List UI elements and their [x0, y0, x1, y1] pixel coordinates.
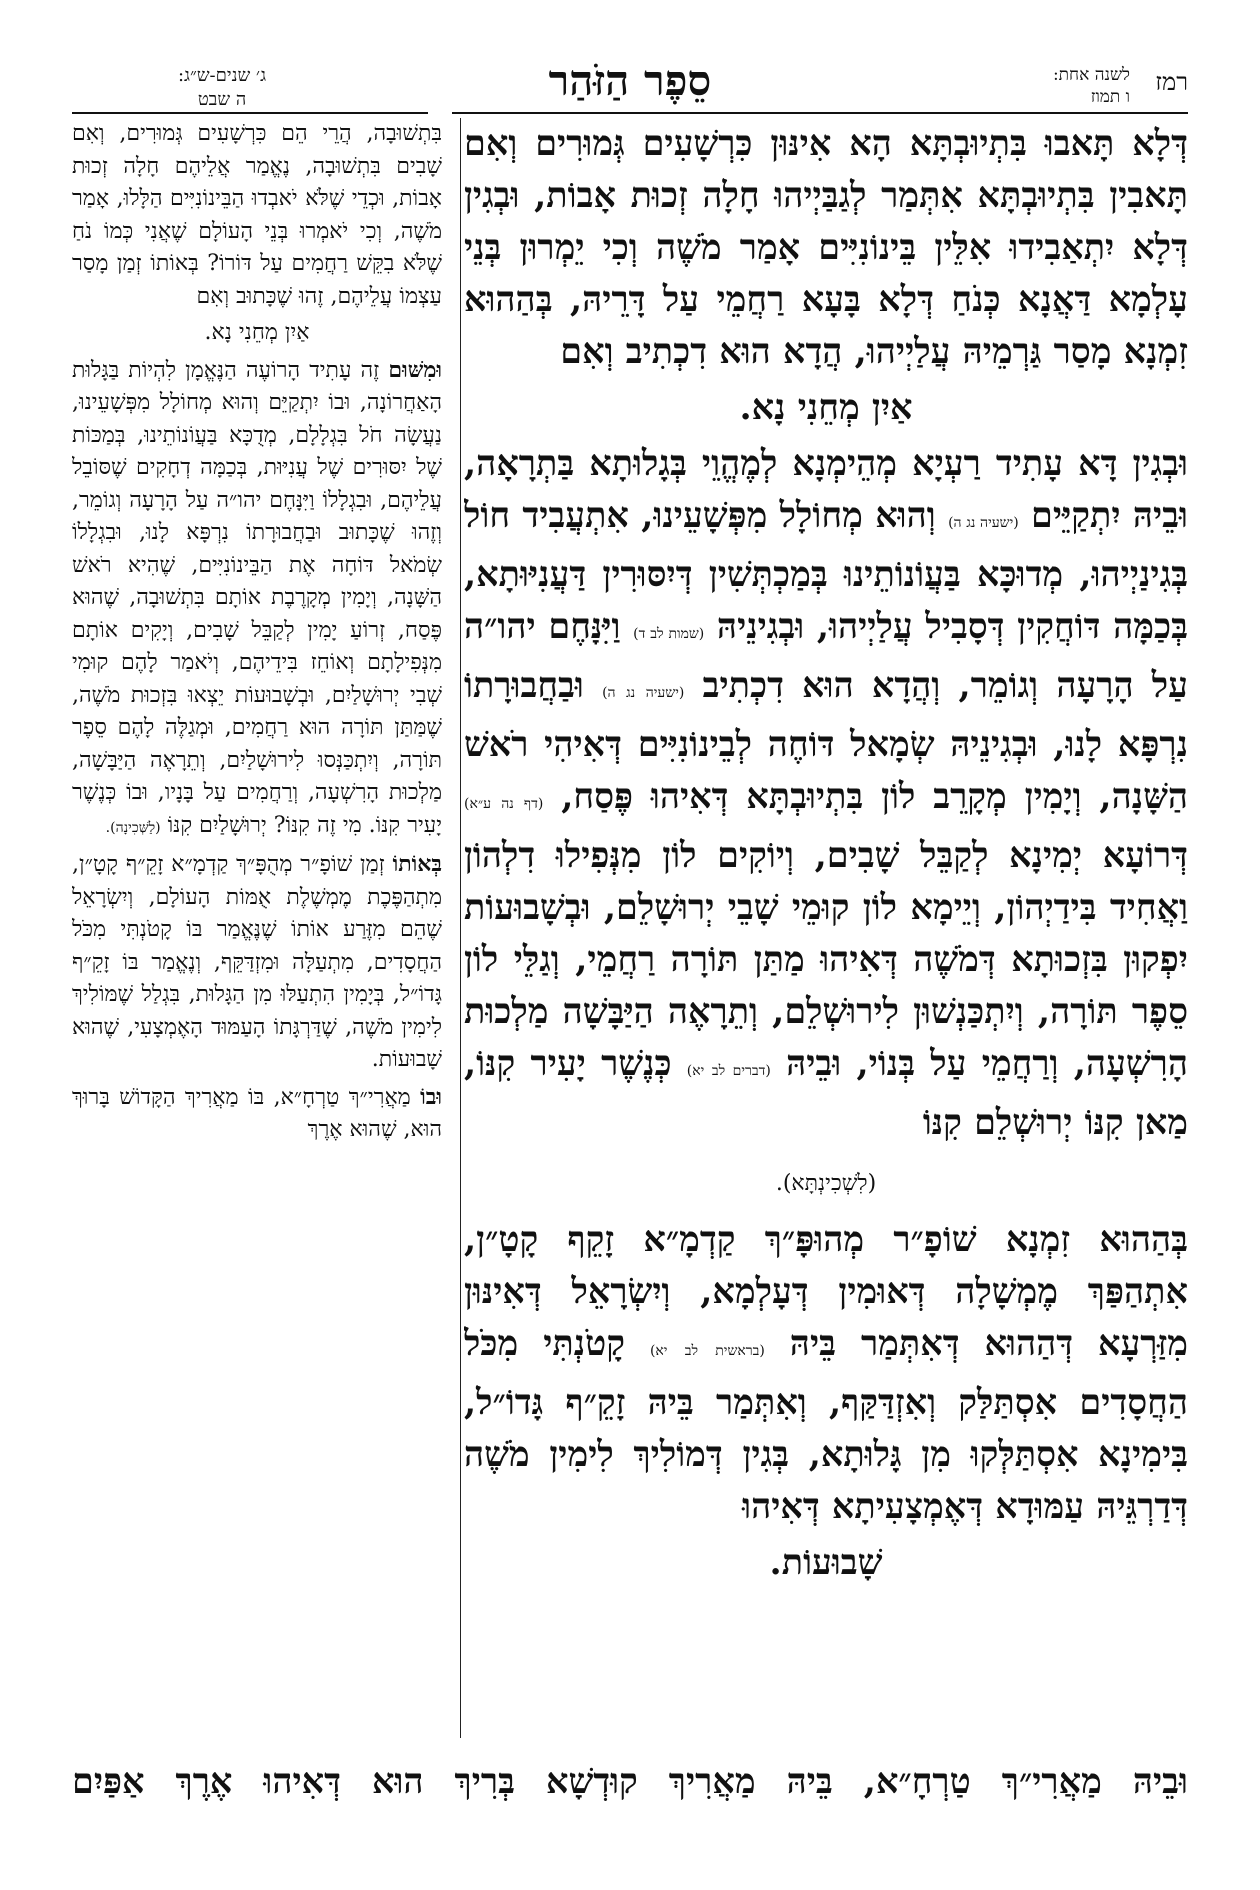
aramaic-p3-text: בְּהַהוּא זִמְנָא שׁוֹפָ״ר מְהוּפָּ״ךְ קַדְמָ״א זָקֵף קָטָ״ן, אִתְהַפַּךְ מֶמְשָׁלָה דְּאוּמִין דְּעָלְמָא, וְיִשְׂרָאֵל דְּאִינּוּן מִזַּרְעָא דְּהַהוּא דְּאִתְּמַר בֵּיהּ — [464, 1219, 1188, 1364]
header-right-info — [1053, 64, 1130, 108]
hebrew-p2-lead: וּמִשּׁוּם — [388, 356, 442, 383]
header-rule-left — [72, 112, 428, 114]
hebrew-paragraph-2 — [72, 354, 442, 845]
aramaic-p2-end: (לִשְׁכִינְתָּא). — [775, 1171, 877, 1196]
aramaic-p2-a: דָּא עָתִיד רַעְיָא מְהֵימְנָא לְמֶהֱוֵי בְּגָלוּתָא בַּתְרָאָה, וּבֵיהּ יִתְקַיֵּים — [464, 443, 1188, 536]
header-left-info — [92, 64, 352, 112]
aramaic-paragraph-1 — [464, 118, 1188, 378]
hebrew-p4-lead: וּבוֹ — [420, 1083, 442, 1110]
header-right-line1: לשנה אחת: — [1052, 65, 1130, 85]
aramaic-paragraph-3 — [464, 1214, 1188, 1533]
citation-genesis-32-11: (בראשית לב יא) — [649, 1343, 765, 1359]
aramaic-p2-b: וְהוּא מְחוֹלָל מִפְּשָׁעֵינוּ, אִתְעֲבִיד חוֹל בְּגִינַיְיהוּ, מְדוּכָּא בַּעֲוֹנוֹתֵינוּ בְּמַכְתְּשִׁין דְּיִסּוּרִין דַּעֲנִיּוּתָא, בְּכַמָּה דּוֹחֲקִין דְּסָבִיל עֲלַיְיהוּ, וּבְגִינֵיהּ — [464, 495, 1188, 647]
aramaic-p2-d: וּבַחֲבוּרָתוֹ נִרְפָּא לָנוּ, וּבְגִינֵיהּ שְׂמָאל דּוֹחֶה לְבֵינוֹנִיִּים דְּאִיהִי רֹאשׁ הַשָּׁנָה, וְיָמִין מְקָרֵב לוֹן בִּתְיוּבְתָּא דְּאִיהוּ פֶּסַח, — [464, 665, 1188, 817]
bottom-text: מַאֲרִי״ךְ טַרְחָ״א, בֵּיהּ מַאֲרִיךְ קוּדְשָׁא בְּרִיךְ הוּא דְּאִיהוּ אֶרֶךְ אַפַּיִם — [72, 1761, 1133, 1802]
aramaic-p3-b: קָטֹנְתִּי מִכֹּל הַחֲסָדִים אִסְתַּלַּק וְאִזְדַּקַּף, וְאִתְּמַר בֵּיהּ זָקֵ״ף גָּדוֹ״ל, בִּימִינָא אִסְתַּלְּקוּ מִן גָּלוּתָא, בְּגִין דְּמוֹלִיךְ לִימִין מֹשֶׁה דְּדַרְגֵּיהּ עַמּוּדָא דְּאֶמְצָעִיתָא דְּאִיהוּ — [464, 1323, 1188, 1527]
column-divider — [460, 118, 461, 1738]
bottom-line — [72, 1756, 1188, 1812]
hebrew-paragraph-1 — [72, 118, 442, 313]
hebrew-column — [72, 118, 442, 1738]
hebrew-p3-text: זְמַן שׁוֹפָ״ר מְהֻפָּ״ךְ קַדְמָ״א זָקֵ״ף קָטָ״ן, מִתְהַפֶּכֶת מֶמְשֶׁלֶת אֻמּוֹת הָעוֹלָם, וְיִשְׂרָאֵל שֶׁהֵם מִזֶּרַע אוֹתוֹ שֶׁנֶּאֱמַר בּוֹ קָטֹנְתִּי מִכֹּל הַחֲסָדִים, מִתְעַלָּה וּמִזְדַּקֵּף, וְנֶאֱמַר בּוֹ זָקֵ״ף גָּדוֹ״ל, בְּיָמִין הִתְעַלּוּ מִן הַגָּלוּת, בִּגְלַל שֶׁמּוֹלִיךְ לִימִין מֹשֶׁה, שֶׁדַּרְגָּתוֹ הָעַמּוּד הָאֶמְצָעִי, שֶׁהוּא שָׁבוּעוֹת. — [72, 852, 442, 1072]
aramaic-paragraph-3-end — [464, 1537, 1188, 1589]
hebrew-p3-lead: בְּאוֹתוֹ — [392, 851, 442, 877]
aramaic-p2-lead: וּבְגִין — [1132, 443, 1188, 484]
aramaic-p1-text: דְּלָא תָּאבוּ בִּתְיוּבְתָּא הָא אִינּוּן כִּרְשָׁעִים גְּמוּרִים וְאִם תָּאבִין בִּתְיוּבְתָּא אִתְּמַר לְגַבַּיְיהוּ חָלָה זְכוּת אָבוֹת, וּבְגִין דְּלָא יִתְאַבִידוּ אִלֵּין בֵּינוֹנִיִּים אָמַר מֹשֶׁה וְכִי יֵמְרוּן בְּנֵי עָלְמָא דַּאֲנָא כְּנֹחַ דְּלָא בָּעָא רַחֲמֵי עַל דָּרֵיהּ, בְּהַהוּא זִמְנָא מָסַר גַּרְמֵיהּ עֲלַיְיהוּ, הֲדָא הוּא דִכְתִיב וְאִם — [464, 123, 1188, 372]
aramaic-p2-e: דְּרוֹעָא יְמִינָא לְקַבֵּל שָׁבִים, וְיוֹקִים לוֹן מִנְּפִילוּ דִלְהוֹן וַאֲחִיד בִּידַיְהוֹן, וְיֵימָא לוֹן קוּמֵי שָׁבֵי יְרוּשָׁלֵם, וּבְשָׁבוּעוֹת יִפְקוּן בִּזְכוּתָא דְּמֹשֶׁה דְּאִיהוּ מַתַּן תּוֹרָה רַחֲמֵי, וְגַלֵּי לוֹן סֵפֶר תּוֹרָה, וְיִתְכַּנְשׁוּן לִירוּשְׁלֵם, וְתֵרָאֶה הַיַּבָּשָׁה מַלְכוּת הָרִשְׁעָה, וְרַחֲמֵי עַל בְּנוֹי, וּבֵיהּ — [464, 835, 1188, 1084]
citation-isaiah-53-5-a: (ישעיה נג ה) — [948, 515, 1019, 531]
citation-exodus-32: (שמות לב ד) — [633, 626, 705, 642]
citation-daf-55a: (דף נה ע״א) — [464, 796, 544, 812]
header-left-line1: ג׳ שנים-ש״ג: — [177, 65, 267, 86]
hebrew-p4-text: מַאֲרִי״ךְ טַרְחָ״א, בּוֹ מַאֲרִיךְ הַקָּדוֹשׁ בָּרוּךְ הוּא, שֶׁהוּא אֶרֶךְ — [72, 1084, 442, 1142]
aramaic-paragraph-1-end — [464, 382, 1188, 434]
aramaic-p2-f: כְּנֶשֶׁר יָעִיר קִנּוֹ, מַאן קִנּוֹ יְרוּשְׁלֵם קִנּוֹ — [464, 1043, 1188, 1143]
header-rule-right — [452, 112, 1188, 114]
book-title: סֵפֶר הַזֹּהַר — [548, 56, 712, 105]
header-ramz: רמז — [1155, 68, 1188, 96]
aramaic-p1-end-text: אַיִן מְחֵנִי נָא. — [739, 387, 913, 428]
header-right-line2: ו תמוז — [1090, 87, 1130, 107]
aramaic-paragraph-2 — [464, 438, 1188, 1149]
aramaic-paragraph-2-end — [464, 1153, 1188, 1210]
aramaic-column — [464, 118, 1188, 1738]
citation-isaiah-53-5-b: (ישעיה נג ה) — [602, 685, 685, 701]
aramaic-p3-end: שָׁבוּעוֹת. — [769, 1542, 883, 1583]
hebrew-p2-ref: (לַשְּׁכִינָה). — [105, 819, 161, 836]
header-left-line2: ה שבט — [197, 89, 247, 110]
hebrew-paragraph-3 — [72, 848, 442, 1077]
aramaic-p2-c: וַיִּנָּחֶם יהו״ה עַל הָרָעָה וְגוֹמֵר, וְהֲדָא הוּא דִכְתִיב — [464, 606, 1188, 706]
citation-deuteronomy-32-11: (דברים לב יא) — [686, 1063, 771, 1079]
hebrew-paragraph-1-end — [72, 317, 442, 350]
bottom-lead: וּבֵיהּ — [1132, 1761, 1188, 1802]
hebrew-p1-end: אַיִן מְחֵנִי נָא. — [204, 320, 310, 345]
hebrew-p2-text: זֶה עָתִיד הָרוֹעֶה הַנֶּאֱמָן לִהְיוֹת בַּגָּלוּת הָאַחֲרוֹנָה, וּבוֹ יִתְקַיֵּם וְהוּא מְחוֹלָל מִפְּשָׁעֵינוּ, נַעֲשָׂה חֹל בִּגְלָלָם, מְדֻכָּא בַּעֲוֹנוֹתֵינוּ, בְּמַכּוֹת שֶׁל יִסּוּרִים שֶׁל עֲנִיּוּת, בְּכַמָּה דְחָקִים שֶׁסּוֹבֵל עֲלֵיהֶם, וּבִגְלָלוֹ וַיִּנָּחֶם יהו״ה עַל הָרָעָה וְגוֹמֵר, וְזֶהוּ שֶׁכָּתוּב וּבַחֲבוּרָתוֹ נִרְפָּא לָנוּ, וּבִגְלָלוֹ שְׂמֹאל דּוֹחָה אֶת הַבֵּינוֹנִיִּים, שֶׁהִיא רֹאשׁ הַשָּׁנָה, וְיָמִין מְקָרֶבֶת אוֹתָם בִּתְשׁוּבָה, שֶׁהוּא פֶּסַח, זְרוֹעַ יָמִין לְקַבֵּל שָׁבִים, וְיָקִים אוֹתָם מִנְּפִילָתָם וְאוֹחֵז בִּידֵיהֶם, וְיֹאמַר לָהֶם קוּמִי שְׁבִי יְרוּשָׁלַיִם, וּבְשָׁבוּעוֹת יֵצְאוּ בִּזְכוּת מֹשֶׁה, שֶׁמַּתַּן תּוֹרָה הוּא רַחֲמִים, וּמְגַלֶּה לָהֶם סֵפֶר תּוֹרָה, וְיִתְכַּנְּסוּ לִירוּשָׁלַיִם, וְתֵרָאֶה הַיַּבָּשָׁה, מַלְכוּת הָרִשְׁעָה, וְרַחֲמִים עַל בָּנָיו, וּבוֹ כְּנֶשֶׁר יָעִיר קִנּוֹ. מִי זֶה קִנּוֹ? יְרוּשָׁלַיִם קִנּוֹ — [72, 357, 442, 838]
hebrew-paragraph-4 — [72, 1081, 442, 1147]
hebrew-p1-text: בִּתְשׁוּבָה, הֲרֵי הֵם כִּרְשָׁעִים גְּמוּרִים, וְאִם שָׁבִים בִּתְשׁוּבָה, נֶאֱמַר אֲלֵיהֶם חָלָה זְכוּת אָבוֹת, וּכְדֵי שֶׁלֹּא יֹאבְדוּ הַבֵּינוֹנִיִּים הַלָּלוּ, אָמַר מֹשֶׁה, וְכִי יֹאמְרוּ בְּנֵי הָעוֹלָם שֶׁאֲנִי כְּמוֹ נֹחַ שֶׁלֹּא בִקֵּשׁ רַחֲמִים עַל דּוֹרוֹ? בְּאוֹתוֹ זְמַן מָסַר עַצְמוֹ עֲלֵיהֶם, זֶהוּ שֶׁכָּתוּב וְאִם — [72, 121, 442, 309]
